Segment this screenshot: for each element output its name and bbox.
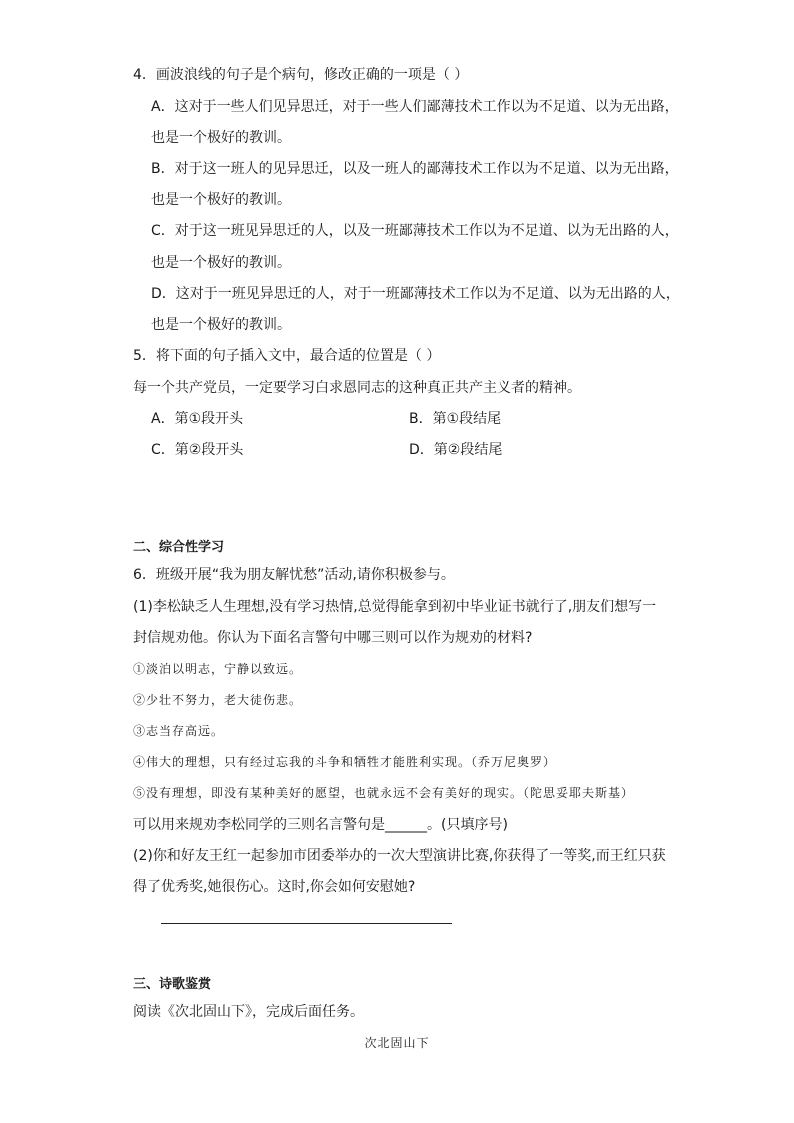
quote-4: ④伟大的理想，只有经过忘我的斗争和牺牲才能胜利实现。（乔万尼奥罗） [133, 755, 557, 769]
section3-intro: 阅读《次北固山下》，完成后面任务。 [133, 1004, 364, 1020]
quote-2: ②少壮不努力，老大徒伤悲。 [133, 693, 303, 707]
q4-option-c-cont: 也是一个极好的教训。 [151, 255, 291, 271]
section2-title: 二、综合性学习 [133, 540, 225, 555]
q6-part2-line1: (2)你和好友王红一起参加市团委举办的一次大型演讲比赛,你获得了一等奖,而王红只获 [133, 848, 666, 864]
q5-option-d: D．第②段结尾 [409, 442, 503, 458]
q6-part1-answer: 可以用来规劝李松同学的三则名言警句是______。(只填序号) [133, 817, 508, 833]
q5-option-a: A．第①段开头 [151, 411, 244, 427]
q6-stem: 6．班级开展“我为朋友解忧愁”活动,请你积极参与。 [133, 567, 455, 583]
q4-option-b: B．对于这一班人的见异思迁，以及一班人的鄙薄技术工作以为不足道、以为无出路， [151, 161, 679, 177]
quote-5: ⑤没有理想，即没有某种美好的愿望，也就永远不会有美好的现实。（陀思妥耶夫斯基） [133, 786, 635, 800]
q5-stem: 5．将下面的句子插入文中，最合适的位置是（ ） [133, 348, 441, 364]
q4-option-d-cont: 也是一个极好的教训。 [151, 317, 291, 333]
q5-option-c: C．第②段开头 [151, 442, 244, 458]
section3-title: 三、诗歌鉴赏 [133, 977, 212, 992]
quote-3: ③志当存高远。 [133, 724, 225, 738]
q4-option-b-cont: 也是一个极好的教训。 [151, 192, 291, 208]
q4-option-c: C．对于这一班见异思迁的人，以及一班鄙薄技术工作以为不足道、以为无出路的人， [151, 223, 679, 239]
q5-sentence: 每一个共产党员，一定要学习白求恩同志的这种真正共产主义者的精神。 [133, 380, 581, 396]
q5-option-b: B．第①段结尾 [409, 411, 502, 427]
q6-part2-line2: 得了优秀奖,她很伤心。这时,你会如何安慰她? [133, 879, 416, 895]
quote-1: ①淡泊以明志，宁静以致远。 [133, 662, 303, 676]
q6-part1-line1: (1)李松缺乏人生理想,没有学习热情,总觉得能拿到初中毕业证书就行了,朋友们想写一 [133, 599, 657, 615]
q4-option-a-cont: 也是一个极好的教训。 [151, 130, 291, 146]
q4-stem: 4．画波浪线的句子是个病句，修改正确的一项是（ ） [133, 67, 469, 83]
q4-option-d: D．这对于一班见异思迁的人，对于一班鄙薄技术工作以为不足道、以为无出路的人， [151, 286, 680, 302]
answer-blank-line[interactable] [161, 923, 452, 924]
q4-option-a: A．这对于一些人们见异思迁，对于一些人们鄙薄技术工作以为不足道、以为无出路， [151, 99, 679, 115]
q6-part1-line2: 封信规劝他。你认为下面名言警句中哪三则可以作为规劝的材料? [133, 630, 533, 646]
poem-title: 次北固山下 [364, 1036, 430, 1050]
